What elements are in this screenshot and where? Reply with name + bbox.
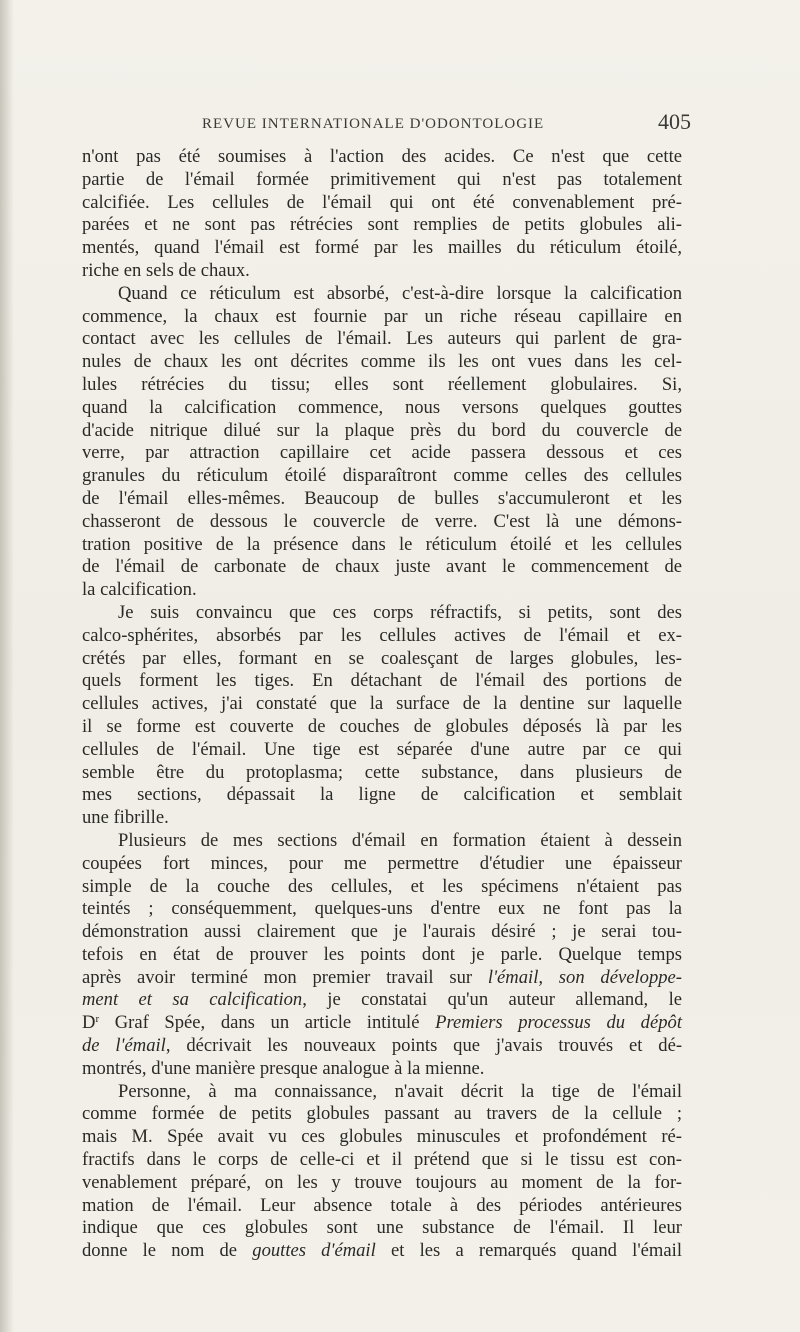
text-line: quand la calcification commence, nous versons quelques gouttes xyxy=(82,396,682,418)
text-line: parées et ne sont pas rétrécies sont remplies de petits globules ali- xyxy=(82,214,682,236)
text-line: donne le nom de gouttes d'émail et les a remarqués quand l'émail xyxy=(82,1240,682,1262)
paragraph xyxy=(82,830,682,1081)
text-line: indique que ces globules sont une substance de l'émail. Il leur xyxy=(82,1217,682,1239)
text-line: tefois en état de prouver les points dont je parle. Quelque temps xyxy=(82,943,682,965)
paragraph xyxy=(82,602,682,830)
text-line: crétés par elles, formant en se coalesçant de larges globules, les- xyxy=(82,647,682,669)
text-line: coupées fort minces, pour me permettre d'étudier une épaisseur xyxy=(82,852,682,874)
running-title: REVUE INTERNATIONALE D'ODONTOLOGIE xyxy=(202,116,545,132)
text-line: mentés, quand l'émail est formé par les mailles du réticulum étoilé, xyxy=(82,237,682,259)
text-line: lules rétrécies du tissu; elles sont réellement globulaires. Si, xyxy=(82,373,682,395)
text-line: ment et sa calcification, je constatai qu'un auteur allemand, le xyxy=(82,989,682,1011)
paragraph xyxy=(82,1081,682,1263)
text-line: verre, par attraction capillaire cet acide passera dessous et ces xyxy=(82,442,682,464)
page-number: 405 xyxy=(658,109,691,134)
text-line: de l'émail de carbonate de chaux juste avant le commencement de xyxy=(82,556,682,578)
text-line: simple de la couche des cellules, et les spécimens n'étaient pas xyxy=(82,875,682,897)
body-text xyxy=(82,146,682,1263)
text-line: la calcification. xyxy=(82,579,197,601)
text-line: nules de chaux les ont décrites comme ils les ont vues dans les cel- xyxy=(82,351,682,373)
text-line: fractifs dans le corps de celle-ci et il prétend que si le tissu est con- xyxy=(82,1149,682,1171)
text-line: Plusieurs de mes sections d'émail en formation étaient à dessein xyxy=(118,829,682,851)
page-header xyxy=(0,102,800,132)
text-line: mes sections, dépassait la ligne de calcification et semblait xyxy=(82,784,682,806)
text-line: démonstration aussi clairement que je l'aurais désiré ; je serai tou- xyxy=(82,921,682,943)
text-line: mation de l'émail. Leur absence totale à des périodes antérieures xyxy=(82,1194,682,1216)
text-line: Je suis convaincu que ces corps réfractifs, si petits, sont des xyxy=(118,601,682,623)
text-line: granules du réticulum étoilé disparaîtront comme celles des cellules xyxy=(82,465,682,487)
text-line: Quand ce réticulum est absorbé, c'est-à-dire lorsque la calcification xyxy=(118,282,682,304)
paragraph xyxy=(82,283,682,602)
text-line: chasseront de dessous le couvercle de verre. C'est là une démons- xyxy=(82,510,682,532)
text-line: Personne, à ma connaissance, n'avait décrit la tige de l'émail xyxy=(118,1080,682,1102)
text-line: venablement préparé, on les y trouve toujours au moment de la for- xyxy=(82,1171,682,1193)
text-line: mais M. Spée avait vu ces globules minuscules et profondément ré- xyxy=(82,1126,682,1148)
text-line: teintés ; conséquemment, quelques-uns d'entre eux ne font pas la xyxy=(82,898,682,920)
text-line: cellules actives, j'ai constaté que la surface de la dentine sur laquelle xyxy=(82,693,682,715)
paragraph xyxy=(82,146,682,283)
text-line: une fibrille. xyxy=(82,807,169,829)
text-line: il se forme est couverte de couches de globules déposés là par les xyxy=(82,715,682,737)
text-line: de l'émail elles-mêmes. Beaucoup de bulles s'accumuleront et les xyxy=(82,487,682,509)
text-line: n'ont pas été soumises à l'action des acides. Ce n'est que cette xyxy=(82,146,682,167)
text-line: calco-sphérites, absorbés par les cellules actives de l'émail et ex- xyxy=(82,624,682,646)
text-line: semble être du protoplasma; cette substance, dans plusieurs de xyxy=(82,761,682,783)
text-line: tration positive de la présence dans le réticulum étoilé et les cellules xyxy=(82,533,682,555)
text-line: après avoir terminé mon premier travail sur l'émail, son développe- xyxy=(82,966,682,988)
text-line: riche en sels de chaux. xyxy=(82,259,250,281)
text-line: commence, la chaux est fournie par un riche réseau capillaire en xyxy=(82,305,682,327)
text-line: cellules de l'émail. Une tige est séparée d'une autre par ce qui xyxy=(82,738,682,760)
text-line: quels forment les tiges. En détachant de l'émail des portions de xyxy=(82,670,682,692)
text-line: partie de l'émail formée primitivement qui n'est pas totalement xyxy=(82,168,682,190)
text-line: contact avec les cellules de l'émail. Les auteurs qui parlent de gra- xyxy=(82,328,682,350)
text-line: comme formée de petits globules passant au travers de la cellule ; xyxy=(82,1103,682,1125)
text-line: d'acide nitrique dilué sur la plaque près du bord du couvercle de xyxy=(82,419,682,441)
text-line: montrés, d'une manière presque analogue à la mienne. xyxy=(82,1057,485,1079)
text-line: de l'émail, décrivait les nouveaux points que j'avais trouvés et dé- xyxy=(82,1035,683,1057)
text-line: calcifiée. Les cellules de l'émail qui ont été convenablement pré- xyxy=(82,191,682,213)
text-line: $D^r$ Graf Spée, dans un article intitulé Premiers processus du dépôt xyxy=(82,1012,682,1034)
binding-shadow xyxy=(0,0,14,1332)
